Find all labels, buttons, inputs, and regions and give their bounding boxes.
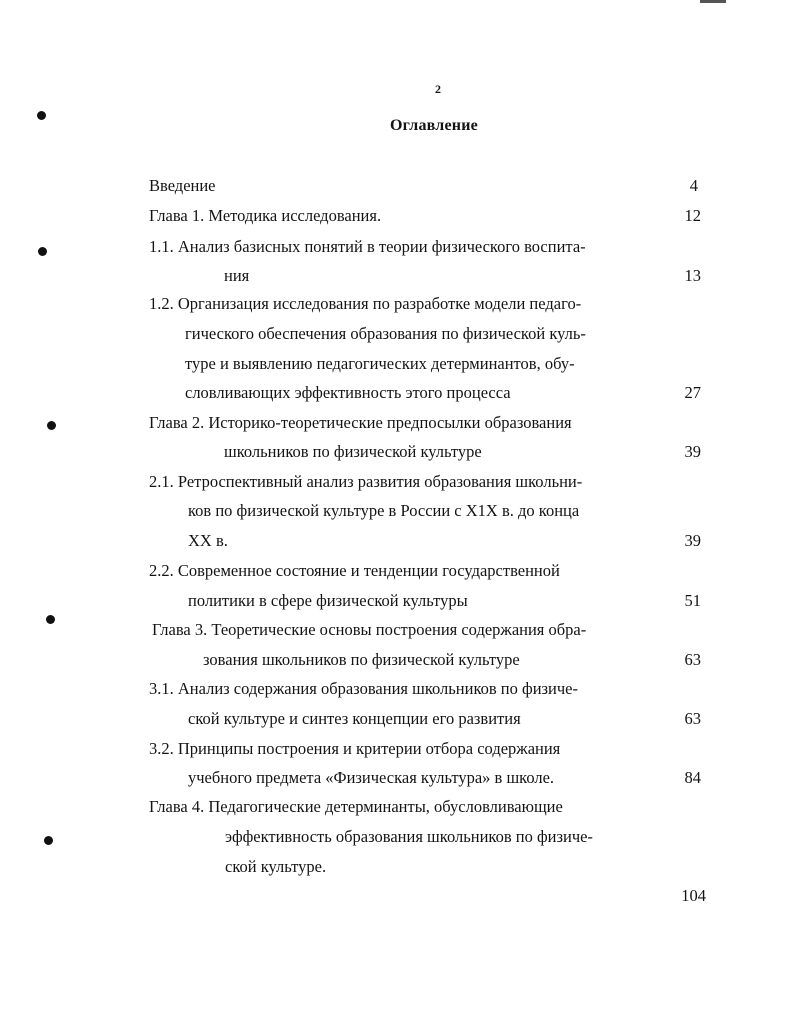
toc-page-s3-2: 84 bbox=[684, 768, 701, 787]
toc-page-s2-2: 51 bbox=[684, 591, 701, 610]
toc-page-ch4: 104 bbox=[681, 886, 706, 905]
toc-entry-s1-2-line: гического обеспечения образования по физической куль- bbox=[185, 324, 586, 343]
toc-entry-s3-1-line: ской культуре и синтез концепции его развития bbox=[188, 709, 521, 728]
toc-entry-ch4-line: эффективность образования школьников по физиче- bbox=[225, 827, 593, 846]
toc-entry-s2-1-line: ков по физической культуре в России с Х1Х в. до конца bbox=[188, 501, 580, 520]
binder-hole-dot bbox=[47, 421, 56, 430]
toc-entry-ch2-line: Глава 2. Историко-теоретические предпосылки образования bbox=[149, 413, 572, 432]
binder-hole-dot bbox=[38, 247, 47, 256]
toc-entry-ch1: Глава 1. Методика исследования. bbox=[149, 206, 382, 225]
page-number: 2 bbox=[435, 82, 441, 96]
binder-hole-dot bbox=[44, 836, 53, 845]
toc-entry-s2-1-line: 2.1. Ретроспективный анализ развития образования школьни- bbox=[149, 472, 583, 491]
toc-entry-s1-2-line: словливающих эффективность этого процесса bbox=[185, 383, 511, 402]
toc-entry-s3-2-line: учебного предмета «Физическая культура» в школе. bbox=[188, 768, 555, 787]
binder-hole-dot bbox=[37, 111, 46, 120]
binder-hole-dot bbox=[46, 615, 55, 624]
toc-page-ch1: 12 bbox=[684, 206, 701, 225]
toc-entry-s3-2-line: 3.2. Принципы построения и критерии отбора содержания bbox=[149, 739, 561, 758]
toc-entry-ch4-line: ской культуре. bbox=[225, 857, 327, 876]
toc-entry-ch3-line: зования школьников по физической культуре bbox=[203, 650, 520, 669]
toc-entry-s1-1-line: ния bbox=[224, 266, 250, 285]
toc-heading: Оглавление bbox=[390, 117, 478, 134]
toc-entry-s1-2-line: туре и выявлению педагогических детерминантов, обу- bbox=[185, 354, 575, 373]
toc-entry-s2-2-line: политики в сфере физической культуры bbox=[188, 591, 468, 610]
scan-corner-mark bbox=[700, 0, 726, 3]
toc-entry-ch4-line: Глава 4. Педагогические детерминанты, обусловливающие bbox=[149, 797, 563, 816]
toc-page-s3-1: 63 bbox=[684, 709, 701, 728]
toc-entry-ch3-line: Глава 3. Теоретические основы построения содержания обра- bbox=[152, 620, 587, 639]
toc-entry-s2-2-line: 2.2. Современное состояние и тенденции государственной bbox=[149, 561, 560, 580]
toc-entry-s3-1-line: 3.1. Анализ содержания образования школьников по физиче- bbox=[149, 679, 578, 698]
toc-page-ch2: 39 bbox=[684, 442, 701, 461]
toc-entry-intro: Введение bbox=[149, 176, 216, 195]
toc-entry-s1-2-line: 1.2. Организация исследования по разработке модели педаго- bbox=[149, 294, 582, 313]
toc-page-s1-1: 13 bbox=[684, 266, 701, 285]
toc-page-intro: 4 bbox=[689, 176, 698, 195]
toc-page-ch3: 63 bbox=[684, 650, 701, 669]
toc-entry-ch2-line: школьников по физической культуре bbox=[224, 442, 482, 461]
toc-entry-s1-1-line: 1.1. Анализ базисных понятий в теории физического воспита- bbox=[149, 237, 586, 256]
toc-entry-s2-1-line: ХХ в. bbox=[188, 531, 228, 550]
toc-page-s2-1: 39 bbox=[684, 531, 701, 550]
toc-page-s1-2: 27 bbox=[684, 383, 701, 402]
